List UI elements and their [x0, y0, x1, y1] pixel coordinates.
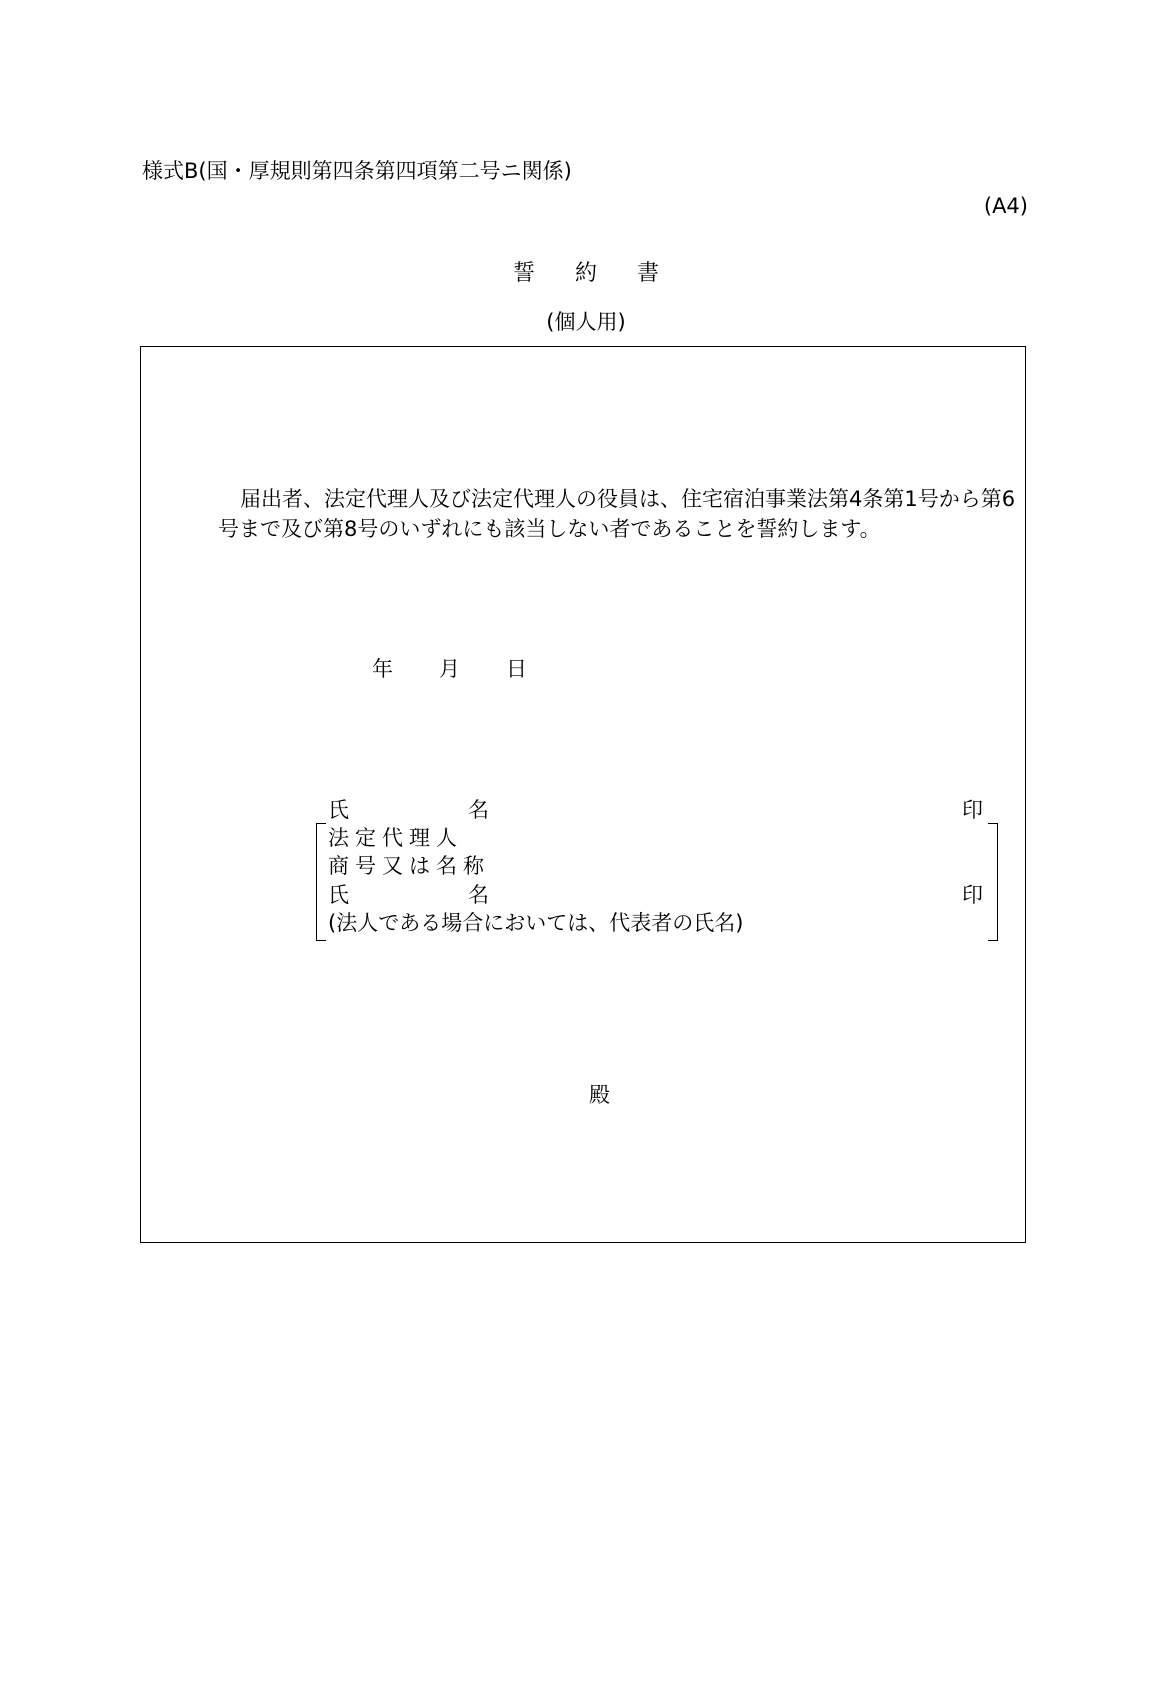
date-day-label: 日 [506, 657, 527, 681]
name-label-first: 氏 [328, 798, 349, 822]
date-line [372, 656, 527, 682]
representative-seal-mark: 印 [962, 883, 983, 907]
document-subtitle: (個人用) [546, 310, 626, 334]
paper-size-label: (A4) [983, 194, 1028, 218]
addressee-honorific: 殿 [589, 1083, 610, 1107]
name-label [328, 797, 489, 823]
date-year-label: 年 [372, 657, 393, 681]
left-bracket [316, 823, 326, 941]
form-label: 様式B(国・厚規則第四条第四項第二号ニ関係) [142, 159, 572, 183]
seal-mark: 印 [962, 798, 983, 822]
declaration-frame [140, 346, 1026, 1243]
representative-note: (法人である場合においては、代表者の氏名) [328, 911, 744, 935]
representative-name-label [328, 882, 489, 908]
name-label-second: 名 [468, 798, 489, 822]
rep-name-label-first: 氏 [328, 883, 349, 907]
rep-name-label-second: 名 [468, 883, 489, 907]
declaration-text: 届出者、法定代理人及び法定代理人の役員は、住宅宿泊事業法第4条第1号から第6号まで及び第8号のいずれにも該当しない者であることを誓約します。 [218, 487, 1016, 541]
legal-representative-label: 法定代理人 [328, 826, 463, 850]
date-month-label: 月 [439, 657, 460, 681]
right-bracket [988, 823, 998, 941]
document-title: 誓約書 [512, 261, 699, 286]
trade-name-label: 商号又は名称 [328, 854, 490, 878]
